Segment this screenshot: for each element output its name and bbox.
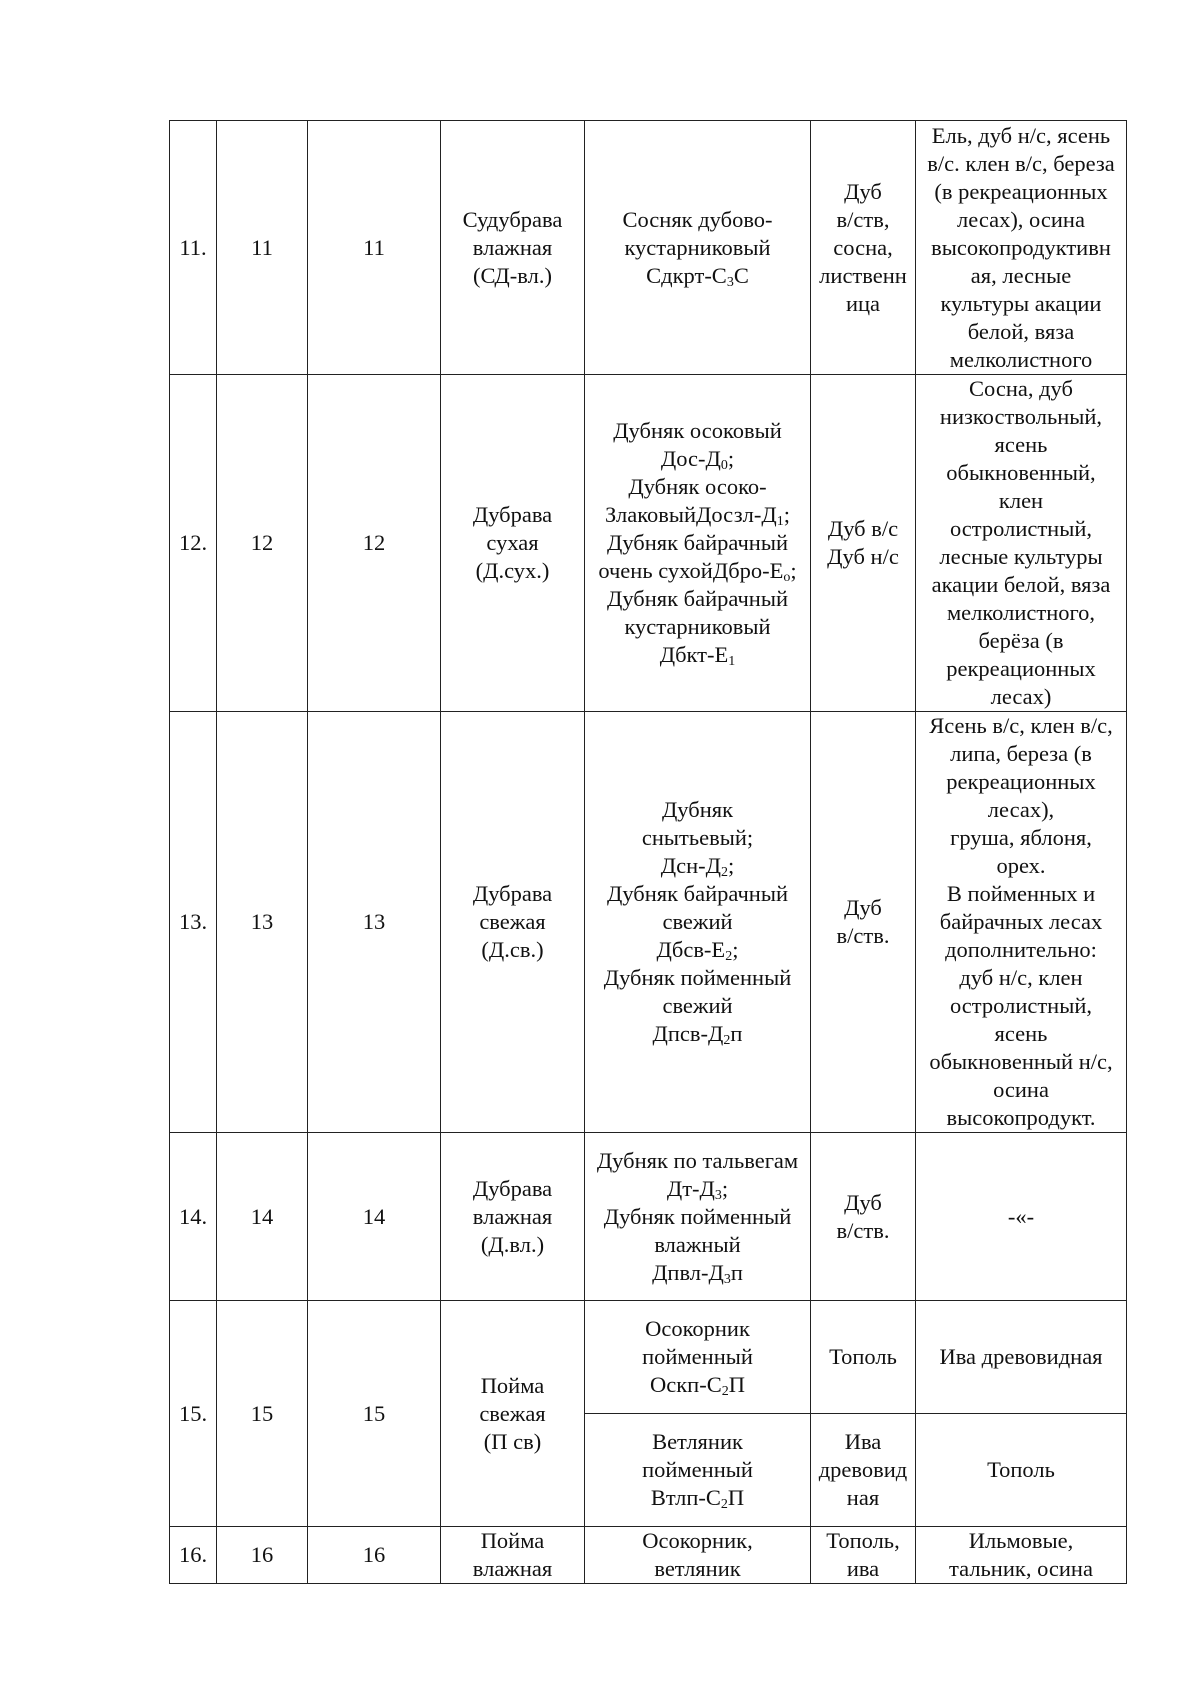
cell-main-species: Дуб в/ств.: [811, 712, 916, 1133]
cell-site-type: Дубрава свежая (Д.св.): [441, 712, 585, 1133]
cell-code: 11: [308, 121, 441, 375]
cell-associated-species: Ель, дуб н/с, ясень в/с. клен в/с, береза (в рекреационных лесах), осина высокопродуктивн ая, лесные культуры акации белой, вяза мелколистного: [916, 121, 1127, 375]
cell-code: 11: [217, 121, 308, 375]
cell-code: 13: [217, 712, 308, 1133]
cell-code: 15: [217, 1301, 308, 1527]
row-number: 16.: [170, 1527, 217, 1584]
cell-forest-type: Дубняк осоковый Дос-$Д_0$; Дубняк осоко- ЗлаковыйДосзл-$Д_1$; Дубняк байрачный очень сухойДбро-$Е_о$; Дубняк байрачный кустарниковый Дбкт-$Е_1$: [585, 375, 811, 712]
cell-associated-species: Ясень в/с, клен в/с, липа, береза (в рекреационных лесах), груша, яблоня, орех. В пойменных и байрачных лесах дополнительно: дуб н/с, клен остролистный, ясень обыкновенный н/с, осина высокопродукт.: [916, 712, 1127, 1133]
cell-code: 14: [308, 1133, 441, 1301]
cell-main-species: Дуб в/с Дуб н/с: [811, 375, 916, 712]
cell-site-type: Дубрава влажная (Д.вл.): [441, 1133, 585, 1301]
row-number: 15.: [170, 1301, 217, 1527]
cell-forest-type: Дубняк снытьевый; Дсн-$Д_2$; Дубняк байрачный свежий Дбсв-$Е_2$; Дубняк пойменный свежий Дпсв-$Д_2п$: [585, 712, 811, 1133]
cell-associated-species: Ива древовидная: [916, 1301, 1127, 1414]
table-row: [170, 1301, 1127, 1414]
cell-forest-type: Осокорник пойменный Оскп-$С_2П$: [585, 1301, 811, 1414]
cell-main-species: Тополь: [811, 1301, 916, 1414]
cell-forest-type: Осокорник, ветляник: [585, 1527, 811, 1584]
cell-code: 13: [308, 712, 441, 1133]
row-number: 12.: [170, 375, 217, 712]
forest-types-table: [169, 120, 1127, 1584]
cell-associated-species: Ильмовые, тальник, осина: [916, 1527, 1127, 1584]
cell-forest-type: Сосняк дубово- кустарниковый Сдкрт-$С_3С$: [585, 121, 811, 375]
cell-code: 15: [308, 1301, 441, 1527]
cell-associated-species: Тополь: [916, 1414, 1127, 1527]
row-number: 14.: [170, 1133, 217, 1301]
table-row: [170, 1527, 1127, 1584]
cell-associated-species: Сосна, дуб низкоствольный, ясень обыкновенный, клен остролистный, лесные культуры акации белой, вяза мелколистного, берёза (в рекреационных лесах): [916, 375, 1127, 712]
cell-code: 16: [217, 1527, 308, 1584]
cell-main-species: Ива древовид ная: [811, 1414, 916, 1527]
cell-main-species: Дуб в/ств, сосна, лиственн ица: [811, 121, 916, 375]
cell-code: 12: [217, 375, 308, 712]
cell-main-species: Тополь, ива: [811, 1527, 916, 1584]
table-row: [170, 121, 1127, 375]
cell-forest-type: Дубняк по тальвегам $Дт-Д_3$; Дубняк пойменный влажный Дпвл-$Д_3п$: [585, 1133, 811, 1301]
cell-code: 16: [308, 1527, 441, 1584]
table-row: [170, 712, 1127, 1133]
cell-code: 14: [217, 1133, 308, 1301]
cell-site-type: Пойма влажная: [441, 1527, 585, 1584]
table-row: [170, 1133, 1127, 1301]
cell-site-type: Судубрава влажная (СД-вл.): [441, 121, 585, 375]
cell-forest-type: Ветляник пойменный Втлп-$С_2П$: [585, 1414, 811, 1527]
cell-code: 12: [308, 375, 441, 712]
row-number: 13.: [170, 712, 217, 1133]
cell-main-species: Дуб в/ств.: [811, 1133, 916, 1301]
table-row: [170, 375, 1127, 712]
cell-site-type: Дубрава сухая (Д.сух.): [441, 375, 585, 712]
cell-site-type: Пойма свежая (П св): [441, 1301, 585, 1527]
row-number: 11.: [170, 121, 217, 375]
cell-associated-species: -«-: [916, 1133, 1127, 1301]
